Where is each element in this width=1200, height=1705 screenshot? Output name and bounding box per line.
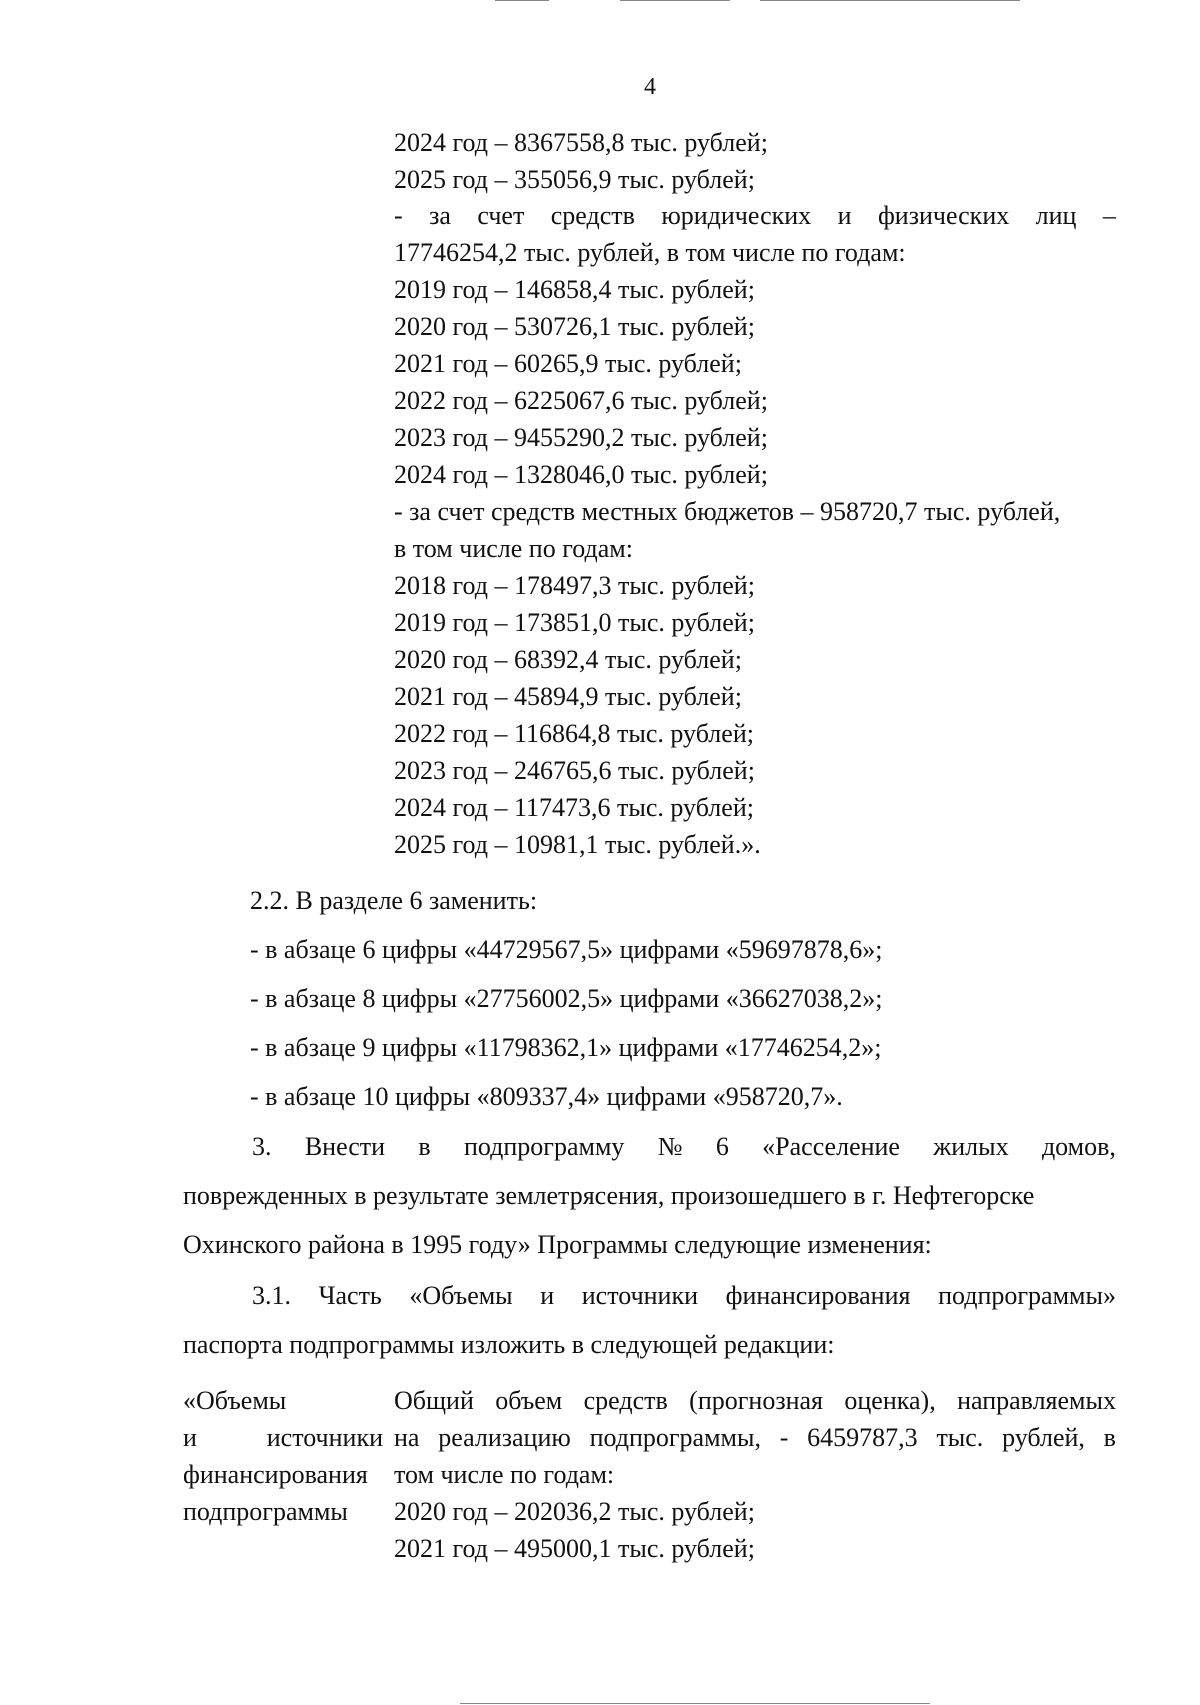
amount-line: 2025 год – 355056,9 тыс. рублей; — [394, 165, 755, 194]
amount-line: 2019 год – 173851,0 тыс. рублей; — [394, 608, 755, 637]
word: рублей, — [1002, 1423, 1085, 1452]
amount-line: 2021 год – 60265,9 тыс. рублей; — [394, 349, 742, 378]
word: – — [1102, 201, 1116, 230]
word: - — [779, 1423, 789, 1452]
passport-label-line-3: финансирования — [183, 1460, 368, 1489]
amount-line: 2024 год – 1328046,0 тыс. рублей; — [394, 460, 768, 489]
word: реализацию — [438, 1423, 571, 1452]
section-3-1-line-2: паспорта подпрограммы изложить в следующей редакции: — [183, 1330, 835, 1359]
word: подпрограммы» — [938, 1281, 1116, 1310]
word: на — [394, 1423, 420, 1452]
replacement-item: - в абзаце 9 цифры «11798362,1» цифрами «17746254,2»; — [250, 1033, 882, 1062]
word: тыс. — [936, 1423, 984, 1452]
word: 6 — [715, 1132, 729, 1161]
word: жилых — [933, 1132, 1009, 1161]
word: в — [1103, 1423, 1116, 1452]
amount-line: 2022 год – 116864,8 тыс. рублей; — [394, 719, 754, 748]
amount-line: 2023 год – 9455290,2 тыс. рублей; — [394, 423, 768, 452]
section-3-line-2: поврежденных в результате землетрясения, произошедшего в г. Нефтегорске — [183, 1181, 1035, 1210]
word: Общий — [394, 1386, 474, 1415]
amount-line: 2021 год – 45894,9 тыс. рублей; — [394, 682, 742, 711]
word: и — [540, 1281, 555, 1310]
word: 3.1. — [252, 1281, 291, 1310]
word: за — [429, 201, 451, 230]
scan-artifact — [495, 0, 549, 1]
amount-line: 2024 год – 117473,6 тыс. рублей; — [394, 793, 754, 822]
passport-label-line-1: «Объемы — [183, 1386, 287, 1415]
word: «Объемы — [409, 1281, 513, 1310]
word: юридических — [661, 201, 812, 230]
passport-text-line-2 — [394, 1423, 1116, 1453]
scan-artifact — [460, 1703, 930, 1704]
word: физических — [877, 201, 1010, 230]
passport-text-line-3: том числе по годам: — [394, 1460, 615, 1489]
word: счет — [477, 201, 525, 230]
section-3-1-line-1 — [252, 1281, 1116, 1311]
local-budgets-subheading: в том числе по годам: — [394, 534, 633, 563]
legal-persons-heading — [394, 201, 1116, 231]
word: средств — [583, 1386, 668, 1415]
amount-line: 2020 год – 202036,2 тыс. рублей; — [394, 1497, 755, 1526]
replacement-item: - в абзаце 6 цифры «44729567,5» цифрами «59697878,6»; — [250, 935, 883, 964]
replacement-item: - в абзаце 10 цифры «809337,4» цифрами «958720,7». — [250, 1082, 843, 1111]
amount-line: 2025 год – 10981,1 тыс. рублей.». — [394, 830, 761, 859]
amount-line: 2019 год – 146858,4 тыс. рублей; — [394, 275, 755, 304]
word: Часть — [318, 1281, 382, 1310]
amount-line: 2020 год – 530726,1 тыс. рублей; — [394, 312, 755, 341]
amount-line: 2018 год – 178497,3 тыс. рублей; — [394, 571, 755, 600]
amount-line: 2021 год – 495000,1 тыс. рублей; — [394, 1534, 755, 1563]
word: подпрограмму — [463, 1132, 625, 1161]
scan-artifact — [760, 0, 1020, 1]
word: подпрограммы, — [589, 1423, 761, 1452]
section-3-line-3: Охинского района в 1995 году» Программы следующие изменения: — [183, 1230, 932, 1259]
word: и — [183, 1423, 197, 1452]
word: - — [394, 201, 403, 230]
word: № — [657, 1132, 683, 1161]
amount-line: 2020 год – 68392,4 тыс. рублей; — [394, 645, 742, 674]
word: объем — [495, 1386, 563, 1415]
word: оценка), — [844, 1386, 936, 1415]
word: в — [418, 1132, 431, 1161]
word: Внести — [304, 1132, 386, 1161]
word: 6459787,3 — [807, 1423, 918, 1452]
word: средств — [550, 201, 635, 230]
local-budgets-heading: - за счет средств местных бюджетов – 958720,7 тыс. рублей, — [394, 497, 1061, 526]
scan-artifact — [620, 0, 730, 1]
section-2-2-heading: 2.2. В разделе 6 заменить: — [250, 886, 538, 915]
passport-label-line-2 — [183, 1423, 383, 1453]
passport-label-line-4: подпрограммы — [183, 1497, 348, 1526]
amount-line: 2022 год – 6225067,6 тыс. рублей; — [394, 386, 768, 415]
word: лиц — [1035, 201, 1077, 230]
replacement-item: - в абзаце 8 цифры «27756002,5» цифрами «36627038,2»; — [250, 984, 883, 1013]
amount-line: 2023 год – 246765,6 тыс. рублей; — [394, 756, 755, 785]
word: источники — [581, 1281, 699, 1310]
section-3-line-1 — [252, 1132, 1116, 1162]
word: 3. — [252, 1132, 272, 1161]
word: направляемых — [957, 1386, 1116, 1415]
legal-persons-total: 17746254,2 тыс. рублей, в том числе по годам: — [394, 238, 906, 267]
page-number: 4 — [644, 74, 656, 100]
word: «Расселение — [762, 1132, 900, 1161]
word: домов, — [1041, 1132, 1116, 1161]
word: финансирования — [725, 1281, 911, 1310]
word: (прогнозная — [689, 1386, 824, 1415]
word: и — [837, 201, 852, 230]
word: источники — [266, 1423, 383, 1452]
passport-text-line-1 — [394, 1386, 1116, 1416]
amount-line: 2024 год – 8367558,8 тыс. рублей; — [394, 128, 768, 157]
